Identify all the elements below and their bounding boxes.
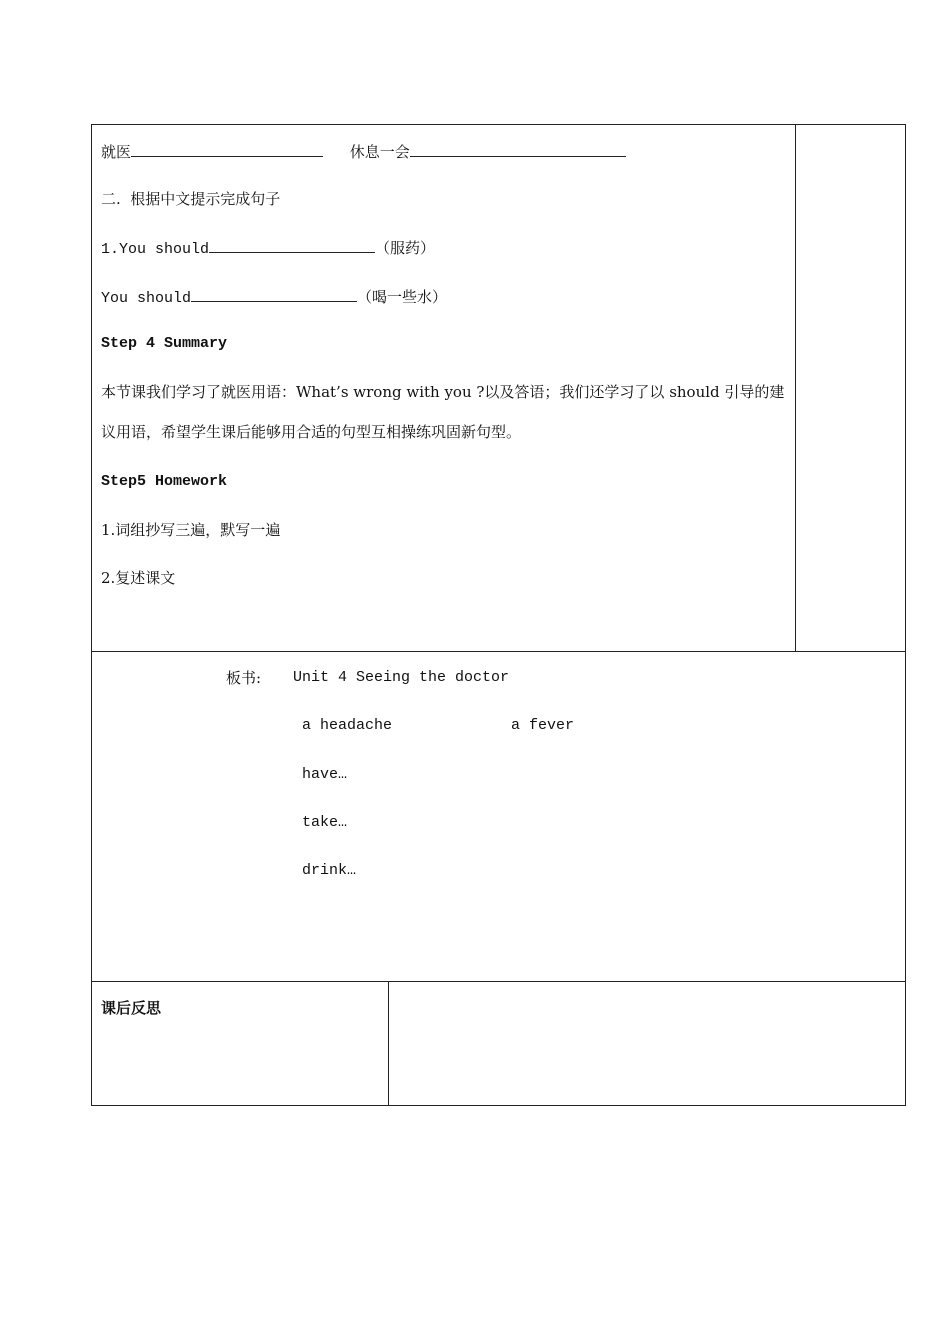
blank-see-doctor[interactable] — [131, 142, 323, 157]
label-see-doctor: 就医 — [101, 143, 132, 161]
board-word-headache: a headache — [302, 717, 393, 734]
top-right-cell — [795, 124, 906, 652]
board-verb-drink: drink… — [302, 862, 357, 879]
reflection-content-cell — [388, 981, 906, 1106]
q1-prefix: 1.You should — [101, 241, 210, 258]
q1-blank[interactable] — [209, 238, 375, 253]
step4-title: Step 4 Summary — [101, 335, 228, 352]
homework-item-1: 1.词组抄写三遍，默写一遍 — [101, 521, 281, 539]
step5-title: Step5 Homework — [101, 473, 228, 490]
q2-prefix: You should — [101, 290, 192, 307]
section-heading-2: 二. 根据中文提示完成句子 — [101, 190, 281, 208]
board-word-fever: a fever — [511, 717, 575, 734]
board-verb-take: take… — [302, 814, 348, 831]
question-1 — [101, 238, 435, 259]
reflection-label: 课后反思 — [101, 999, 162, 1017]
board-label: 板书: — [226, 669, 262, 687]
homework-item-2: 2.复述课文 — [101, 569, 176, 587]
board-title: Unit 4 Seeing the doctor — [293, 669, 510, 686]
blank-rest[interactable] — [410, 142, 626, 157]
board-cell — [91, 651, 906, 982]
question-2 — [101, 287, 447, 308]
q2-hint: （喝一些水） — [357, 288, 448, 306]
fill-line-1 — [101, 142, 626, 161]
summary-paragraph: 本节课我们学习了就医用语：What’s wrong with you ?以及答语；我们还学习了以 should 引导的建议用语，希望学生课后能够用合适的句型互相操练巩固新句型。 — [101, 383, 785, 441]
q1-hint: （服药） — [375, 239, 436, 257]
board-verb-have: have… — [302, 766, 348, 783]
label-rest: 休息一会 — [349, 143, 410, 161]
q2-blank[interactable] — [191, 287, 357, 302]
